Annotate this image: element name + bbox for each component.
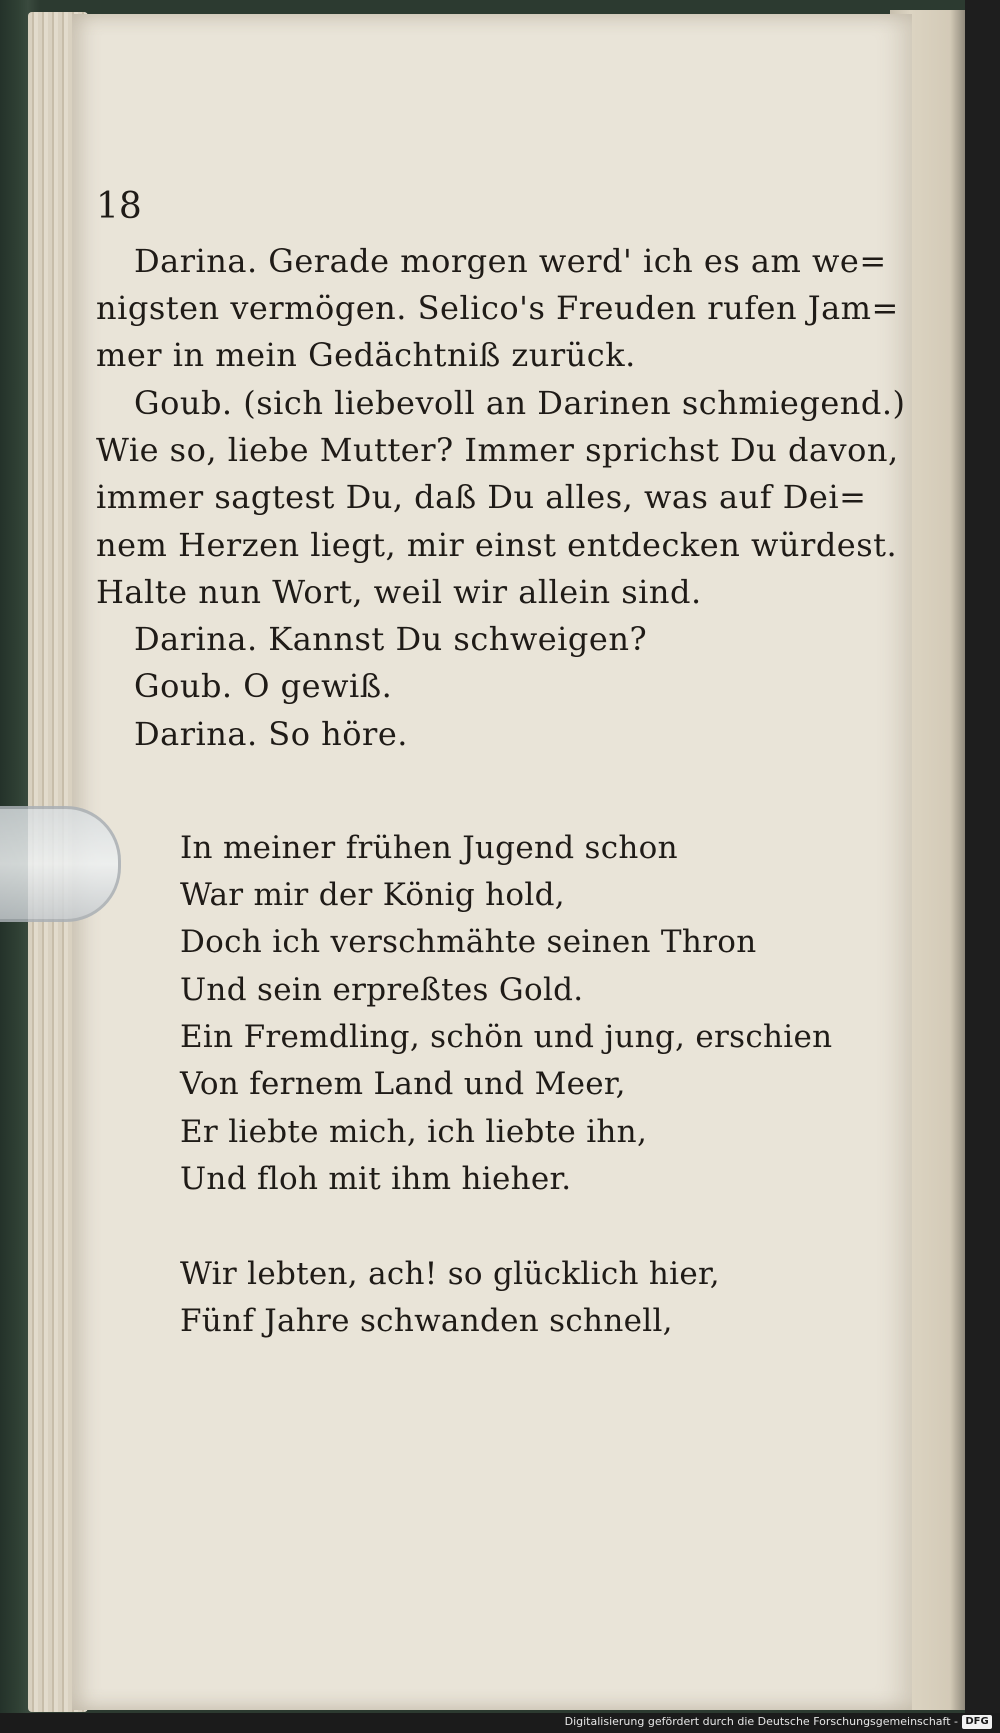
verse-line: In meiner frühen Jugend schon <box>180 830 678 866</box>
prose-line: nem Herzen liegt, mir einst entdecken würdest. <box>96 526 898 564</box>
page-number: 18 <box>96 186 142 227</box>
prose-line: Goub. (sich liebevoll an Darinen schmiegend.) <box>134 384 906 422</box>
verse-line: Und floh mit ihm hieher. <box>180 1161 572 1197</box>
dfg-logo: DFG <box>962 1715 992 1729</box>
verse-line: Ein Fremdling, schön und jung, erschien <box>180 1019 833 1055</box>
verse-line: Von fernem Land und Meer, <box>180 1066 626 1102</box>
verse-line: Und sein erpreßtes Gold. <box>180 972 584 1008</box>
prose-line: Darina. Kannst Du schweigen? <box>134 620 648 658</box>
verse-line: Fünf Jahre schwanden schnell, <box>180 1303 673 1339</box>
prose-line: immer sagtest Du, daß Du alles, was auf Dei= <box>96 478 867 516</box>
page-clip <box>0 806 121 922</box>
verse-line: Wir lebten, ach! so glücklich hier, <box>180 1256 720 1292</box>
prose-line: nigsten vermögen. Selico's Freuden rufen Jam= <box>96 289 899 327</box>
prose-line: mer in mein Gedächtniß zurück. <box>96 336 636 374</box>
prose-line: Darina. So höre. <box>134 715 408 753</box>
verse-line: Doch ich verschmähte seinen Thron <box>180 924 757 960</box>
prose-line: Halte nun Wort, weil wir allein sind. <box>96 573 702 611</box>
prose-line: Wie so, liebe Mutter? Immer sprichst Du davon, <box>96 431 899 469</box>
verse-line: Er liebte mich, ich liebte ihn, <box>180 1114 648 1150</box>
prose-line: Goub. O gewiß. <box>134 667 393 705</box>
scan-right-border <box>965 0 1000 1733</box>
digitization-credit: Digitalisierung gefördert durch die Deutsche Forschungsgemeinschaft - <box>564 1715 958 1728</box>
verse-line: War mir der König hold, <box>180 877 565 913</box>
prose-line: Darina. Gerade morgen werd' ich es am we= <box>134 242 887 280</box>
